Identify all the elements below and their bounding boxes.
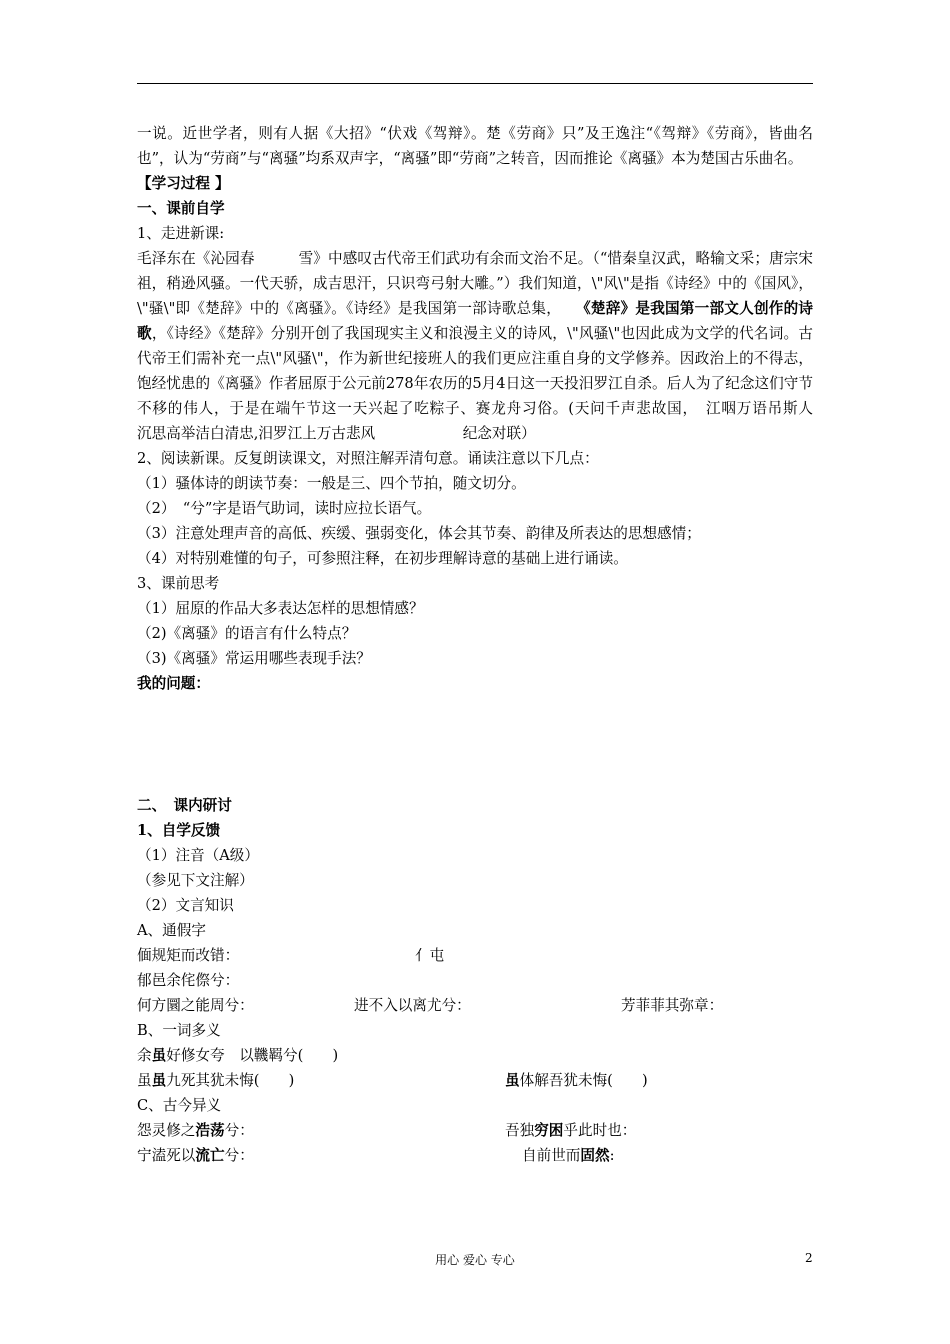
tongjia-item: 郁邑余侘傺兮： <box>137 972 240 989</box>
yici-row-2 <box>137 1068 813 1093</box>
gujin-text: 乎此时也： <box>563 1122 637 1139</box>
part2-line: （2）文言知识 <box>137 897 234 914</box>
yici-text: 虽 <box>137 1072 152 1089</box>
item2-point: （2） “兮”字是语气助词，读时应拉长语气。 <box>137 500 432 517</box>
page-number: 2 <box>805 1251 813 1265</box>
gujin-keyword: 浩荡 <box>195 1122 225 1139</box>
tongjia-row-3 <box>137 993 813 1018</box>
item1-text-b: ，《诗经》《楚辞》分别开创了我国现实主义和浪漫主义的诗风，\"风骚\"也因此成为文学的代名词。古代帝王们需补充一点\"风骚\"，作为新世纪接班人的我们更应注重自身的文学修养。因政治上的不得志，饱经忧患的《离骚》作者屈原于公元前278年农历的5月4日这一天投汨罗江自杀。后人为了纪念这们守节不移的伟人，于是在端午节这一天兴起了吃粽子、赛龙舟习俗。(天问千声悲故国， 江咽万语吊斯人 沉思高举洁白清忠,汨罗江上万古悲风 纪念对联） <box>137 325 843 442</box>
main-content <box>137 121 843 1168</box>
yici-text: 好修女夸 以鞿羁兮( ) <box>166 1047 339 1064</box>
part2-line: （1）注音（A级） <box>137 847 259 864</box>
footer-slogan: 用心 爱心 专心 <box>435 1253 515 1267</box>
item2-point: （4）对特别难懂的句子，可参照注释，在初步理解诗意的基础上进行诵读。 <box>137 550 628 567</box>
item3-question: （1）屈原的作品大多表达怎样的思想情感？ <box>137 600 424 617</box>
gujin-text: 自前世而 <box>522 1147 581 1164</box>
yici-item <box>137 1043 338 1068</box>
yici-item <box>137 1068 294 1093</box>
my-questions-label: 我的问题： <box>137 675 210 692</box>
item1-text-a: 毛泽东在《沁园春 雪》中感叹古代帝王们武功有余而文治不足。（“惜秦皇汉武，略输文采；唐宗宋祖，稍逊风骚。一代天骄，成吉思汗，只识弯弓射大雕。”）我们知道，\"风\"是指《诗经》中的《国风》，\"骚\"即《楚辞》中的《离骚》。《诗经》是我国第一部诗歌总集， <box>137 250 813 317</box>
tongjia-item: 何方圜之能周兮： <box>137 997 254 1014</box>
gujin-keyword: 穷困 <box>534 1122 564 1139</box>
gujin-text: 怨灵修之 <box>137 1122 196 1139</box>
tongjia-item: 芳菲菲其弥章： <box>621 997 724 1014</box>
part2-heading: 二、 课内研讨 <box>137 797 232 814</box>
gujin-item <box>505 1118 636 1143</box>
tongjia-row-1 <box>137 943 813 968</box>
intro-continued-paragraph: 一说。近世学者，则有人据《大招》“伏戏《驾辩》。楚《劳商》只”及王逸注“《驾辩》《劳商》，皆曲名也”，认为“劳商”与“离骚”均系双声字，“离骚”即“劳商”之转音，因而推论《离骚》本为楚国古乐曲名。 <box>137 125 813 167</box>
b-title-row <box>137 1018 813 1043</box>
gujin-item <box>137 1143 254 1168</box>
tongjia-row-2 <box>137 968 813 993</box>
tongjia-char-hint: 亻屯 <box>415 947 445 964</box>
gujin-text: 兮： <box>224 1122 254 1139</box>
yici-keyword: 虽 <box>505 1072 520 1089</box>
item1-title: 1、走进新课: <box>137 225 225 242</box>
item2-point: （3）注意处理声音的高低、疾缓、强弱变化，体会其节奏、韵律及所表达的思想感情； <box>137 525 701 542</box>
item2-point: （1）骚体诗的朗读节奏：一般是三、四个节拍，随文切分。 <box>137 475 526 492</box>
yici-row-1 <box>137 1043 813 1068</box>
header-rule <box>137 83 813 84</box>
c-title: C、古今异义 <box>137 1097 222 1114</box>
item3-question: （3)《离骚》常运用哪些表现手法？ <box>137 650 371 667</box>
yici-text: 九死其犹未悔( ) <box>166 1072 295 1089</box>
item1-text-bold: 《楚辞》是我国第一部文人创作的诗歌 <box>137 300 813 342</box>
yici-item <box>505 1068 648 1093</box>
gujin-row-2 <box>137 1143 813 1168</box>
gujin-text: : <box>609 1147 615 1164</box>
c-title-row <box>137 1093 813 1118</box>
gujin-keyword: 流亡 <box>195 1147 225 1164</box>
item3-question: （2)《离骚》的语言有什么特点？ <box>137 625 357 642</box>
answer-space <box>137 696 813 793</box>
gujin-item <box>137 1118 254 1143</box>
tongjia-item: 偭规矩而改错： <box>137 947 240 964</box>
section-title: 【学习过程 】 <box>137 175 230 192</box>
part2-line: （参见下文注解） <box>137 872 254 889</box>
gujin-text: 宁溘死以 <box>137 1147 196 1164</box>
gujin-keyword: 固然 <box>580 1147 610 1164</box>
item3-title: 3、课前思考 <box>137 575 220 592</box>
item2-title: 2、阅读新课。反复朗读课文，对照注解弄清句意。诵读注意以下几点： <box>137 450 599 467</box>
gujin-text: 兮： <box>224 1147 254 1164</box>
b-title: B、一词多义 <box>137 1022 221 1039</box>
tongjia-item: 进不入以离尤兮： <box>354 997 471 1014</box>
yici-keyword: 虽 <box>151 1047 167 1064</box>
gujin-item <box>522 1143 615 1168</box>
yici-text: 余 <box>137 1047 152 1064</box>
gujin-row-1 <box>137 1118 813 1143</box>
part2-line: A、通假字 <box>137 922 206 939</box>
yici-text: 体解吾犹未悔( ) <box>519 1072 648 1089</box>
yici-keyword: 虽 <box>151 1072 167 1089</box>
item1-paragraph <box>137 246 843 446</box>
part2-sub1: 1、自学反馈 <box>137 822 221 839</box>
gujin-text: 吾独 <box>505 1122 535 1139</box>
part1-heading: 一、课前自学 <box>137 200 225 217</box>
